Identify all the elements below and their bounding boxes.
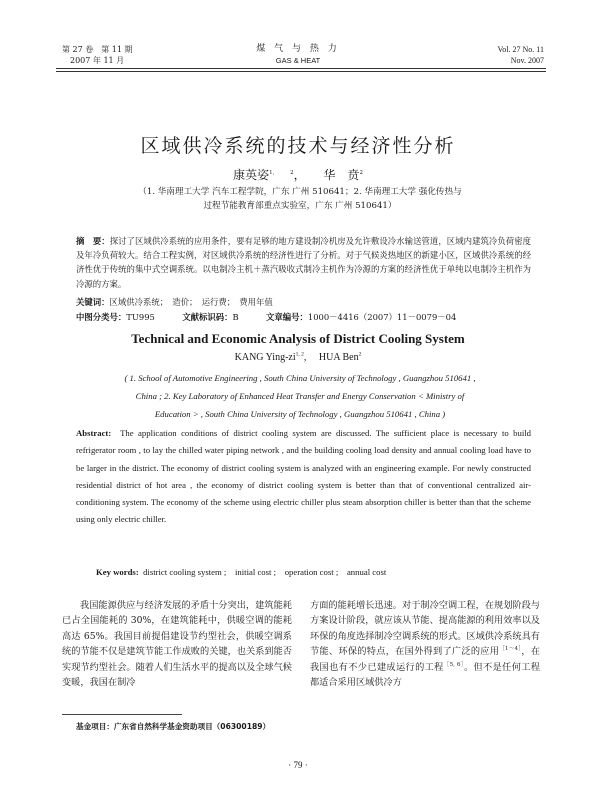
author-1-en-sup: 1, 2 — [295, 351, 304, 358]
author-2-sup: 2 — [359, 170, 363, 176]
citation-5-6: ［5, 6］ — [443, 661, 464, 668]
author-separator: ， — [293, 168, 306, 182]
funding-footnote: 基金项目：广东省自然科学基金资助项目（06300189） — [76, 722, 271, 731]
body-column-right — [310, 598, 540, 690]
abstract-en-label: Abstract: — [76, 428, 112, 438]
affiliation-en-line2: China ; 2. Key Laboratory of Enhanced Heat Transfer and Energy Conservation < Ministry of — [135, 391, 465, 401]
keywords-cn — [76, 296, 531, 308]
author-1-cn: 康英姿 — [233, 168, 270, 182]
volume-issue-cn: 第 27 卷 第 11 期 — [62, 45, 133, 54]
citation-1-4: ［1～4］ — [499, 646, 522, 653]
article-number-label: 文章编号： — [265, 312, 308, 322]
date-cn: 2007 年 11 月 — [70, 56, 125, 65]
author-2-cn: 华 贲 — [323, 168, 360, 182]
keywords-cn-label: 关键词： — [76, 297, 110, 307]
author-1-en: KANG Ying-zi — [234, 352, 296, 363]
body-right-text-3: 。但不是任何工程都适合采用区域供冷方 — [310, 661, 541, 689]
keywords-en-label: Key words: — [96, 567, 139, 577]
affiliation-cn-line2: 过程节能教育部重点实验室，广东 广州 510641） — [203, 201, 397, 211]
journal-name-en: GAS & HEAT — [275, 56, 321, 65]
abstract-cn-label: 摘 要： — [76, 236, 110, 246]
affiliation-en-line3: Education > , South China University of Technology , Guangzhou 510641 , China ) — [154, 409, 446, 419]
clc-label: 中图分类号： — [76, 312, 127, 322]
keywords-en-text: district cooling system ; initial cost ; operation cost ; annual cost — [143, 567, 387, 577]
keywords-en — [96, 566, 536, 578]
body-right-text-1: 方面的能耗增长迅速。对于制冷空调工程，在规划阶段与方案设计阶段，就应该从节能、提高能源的利用效率以及环保的角度选择制冷空调系统的形式。区域供冷系统具有节能、环保的特点，在国外得到了广泛的应用 — [310, 600, 540, 658]
affiliation-cn — [80, 185, 520, 213]
keywords-cn-text: 区域供冷系统； 造价； 运行费； 费用年值 — [109, 297, 273, 307]
page-number: · 79 · — [288, 760, 308, 770]
author-2-en-sup: 2 — [358, 351, 362, 358]
date-en: Nov. 2007 — [510, 56, 544, 65]
abstract-cn-text: 探讨了区域供冷系统的应用条件，要有足够的地方建设制冷机房及允许敷设冷水输送管道，区域内建筑冷负荷密度及年冷负荷较大。结合工程实例，对区域供冷系统的经济性进行了分析。对于气候炎热地区的新建小区，区域供冷系统的经济性优于传统的集中式空调系统。以电制冷主机＋蒸汽吸收式制冷主机作为冷源的方案的经济性优于单纯以电制冷主机作为冷源的方案。 — [76, 236, 532, 289]
author-en-separator: , — [303, 352, 307, 363]
volume-issue-en: Vol. 27 No. 11 — [497, 45, 544, 54]
author-1-sup: 1, 2 — [269, 170, 294, 176]
doc-code-label: 文献标识码： — [182, 312, 233, 322]
title-cn: 区域供冷系统的技术与经济性分析 — [140, 135, 456, 157]
affiliation-en-line1: ( 1. School of Automotive Engineering , South China University of Technology , Guangzhou 510641 , — [124, 373, 476, 383]
article-number: 1000－4416（2007）11－0079－04 — [307, 312, 457, 322]
title-en: Technical and Economic Analysis of District Cooling System — [131, 331, 465, 346]
affiliation-cn-line1: （1. 华南理工大学 汽车工程学院，广东 广州 510641；2. 华南理工大学 强化传热与 — [138, 187, 462, 197]
abstract-en — [76, 425, 531, 529]
author-2-en: HUA Ben — [318, 352, 359, 363]
abstract-en-text: The application conditions of district cooling system are discussed. The sufficient place is necessary to build refrigerator room , to lay the chilled water piping network , and the building cooling load density and annual cooling load have to be larger in the district. The economy of district cooling system is analyzed with an engineering example. For newly constructed residential district of hot area , the economy of district cooling system is better than that of conventional centralized air-conditioning system. The economy of the scheme using electric chiller plus steam absorption chiller is better than that the scheme using only electric chiller. — [76, 428, 532, 525]
header-rule-bottom — [56, 71, 546, 72]
header-volume-en — [498, 44, 544, 66]
doc-code: B — [232, 312, 239, 322]
header-rule-top — [56, 68, 546, 69]
journal-name-cn: 煤 气 与 热 力 — [256, 44, 340, 54]
body-right-text-2: ，在我国也有不少已建成运行的工程 — [310, 646, 541, 673]
classification-line — [76, 311, 531, 323]
authors-cn — [0, 166, 596, 183]
affiliation-en — [80, 369, 520, 423]
clc-code: TU995 — [126, 312, 155, 322]
authors-en — [0, 352, 596, 363]
body-column-left: 我国能源供应与经济发展的矛盾十分突出，建筑能耗已占全国能耗的 30%，在建筑能耗中，供暖空调的能耗高达 65%。我国目前提倡建设节约型社会，供暖空调系统的节能不仅是建筑节能工作成败的关键，也关系到能否实现节约型社会。随着人们生活水平的提高以及全球气候变暖，我国在制冷 — [62, 600, 292, 689]
footnote-rule — [62, 714, 182, 715]
abstract-cn — [76, 234, 531, 291]
